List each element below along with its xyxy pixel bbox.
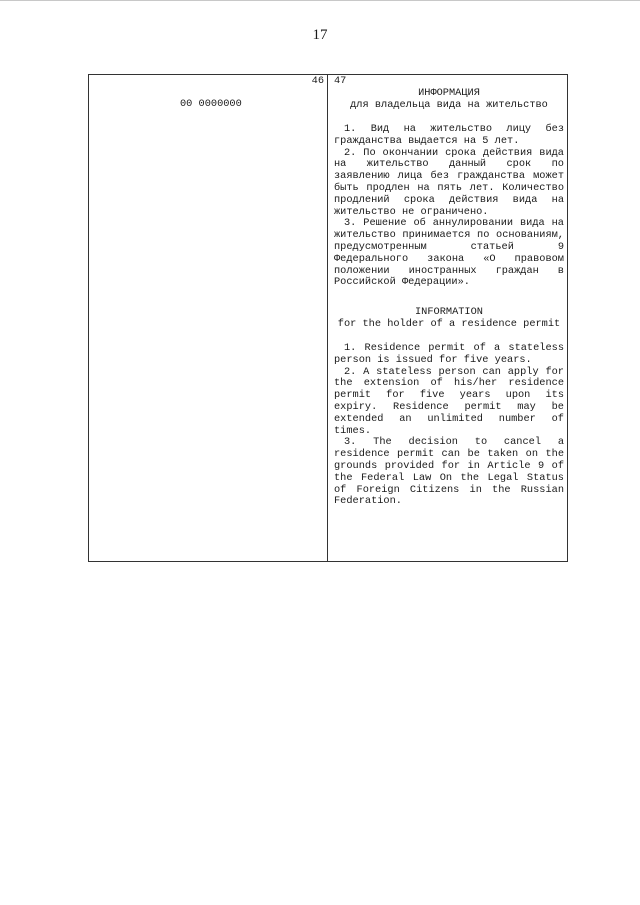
ru-item-3: 3. Решение об аннулировании вида на жительство принимается по основаниям, предусмотренным статьей 9 Федерального закона «О правовом положении иностранных граждан в Российской Федерации». [334,217,564,289]
page-number: 17 [312,27,328,43]
series-number: 00 0000000 [180,98,242,110]
column-divider [327,74,328,562]
ru-item-1: 1. Вид на жительство лицу без гражданства выдается на 5 лет. [334,123,564,147]
en-items [334,343,564,508]
ru-items [334,124,564,289]
ru-item-2: 2. По окончании срока действия вида на жительство данный срок по заявлению лица без гражданства может быть продлен на пять лет. Количество продлений срока действия вида на жительство не ограничено. [334,146,564,218]
ru-subtitle: для владельца вида на жительство [350,99,548,111]
en-title: INFORMATION [415,306,483,318]
en-item-1: 1. Residence permit of a stateless person is issued for five years. [334,342,564,366]
ru-title: ИНФОРМАЦИЯ [418,87,480,99]
en-item-2: 2. A stateless person can apply for the extension of his/her residence permit for five years upon its expiry. Residence permit may be extended an unlimited number of times. [334,365,564,437]
right-page-number: 47 [334,75,347,87]
page-top-border [0,0,640,1]
en-subtitle: for the holder of a residence permit [337,318,561,330]
left-page-number: 46 [311,75,324,87]
en-item-3: 3. The decision to cancel a residence permit can be taken on the grounds provided for in Article 9 of the Federal Law On the Legal Status of Foreign Citizens in the Russian Federation. [334,436,564,508]
